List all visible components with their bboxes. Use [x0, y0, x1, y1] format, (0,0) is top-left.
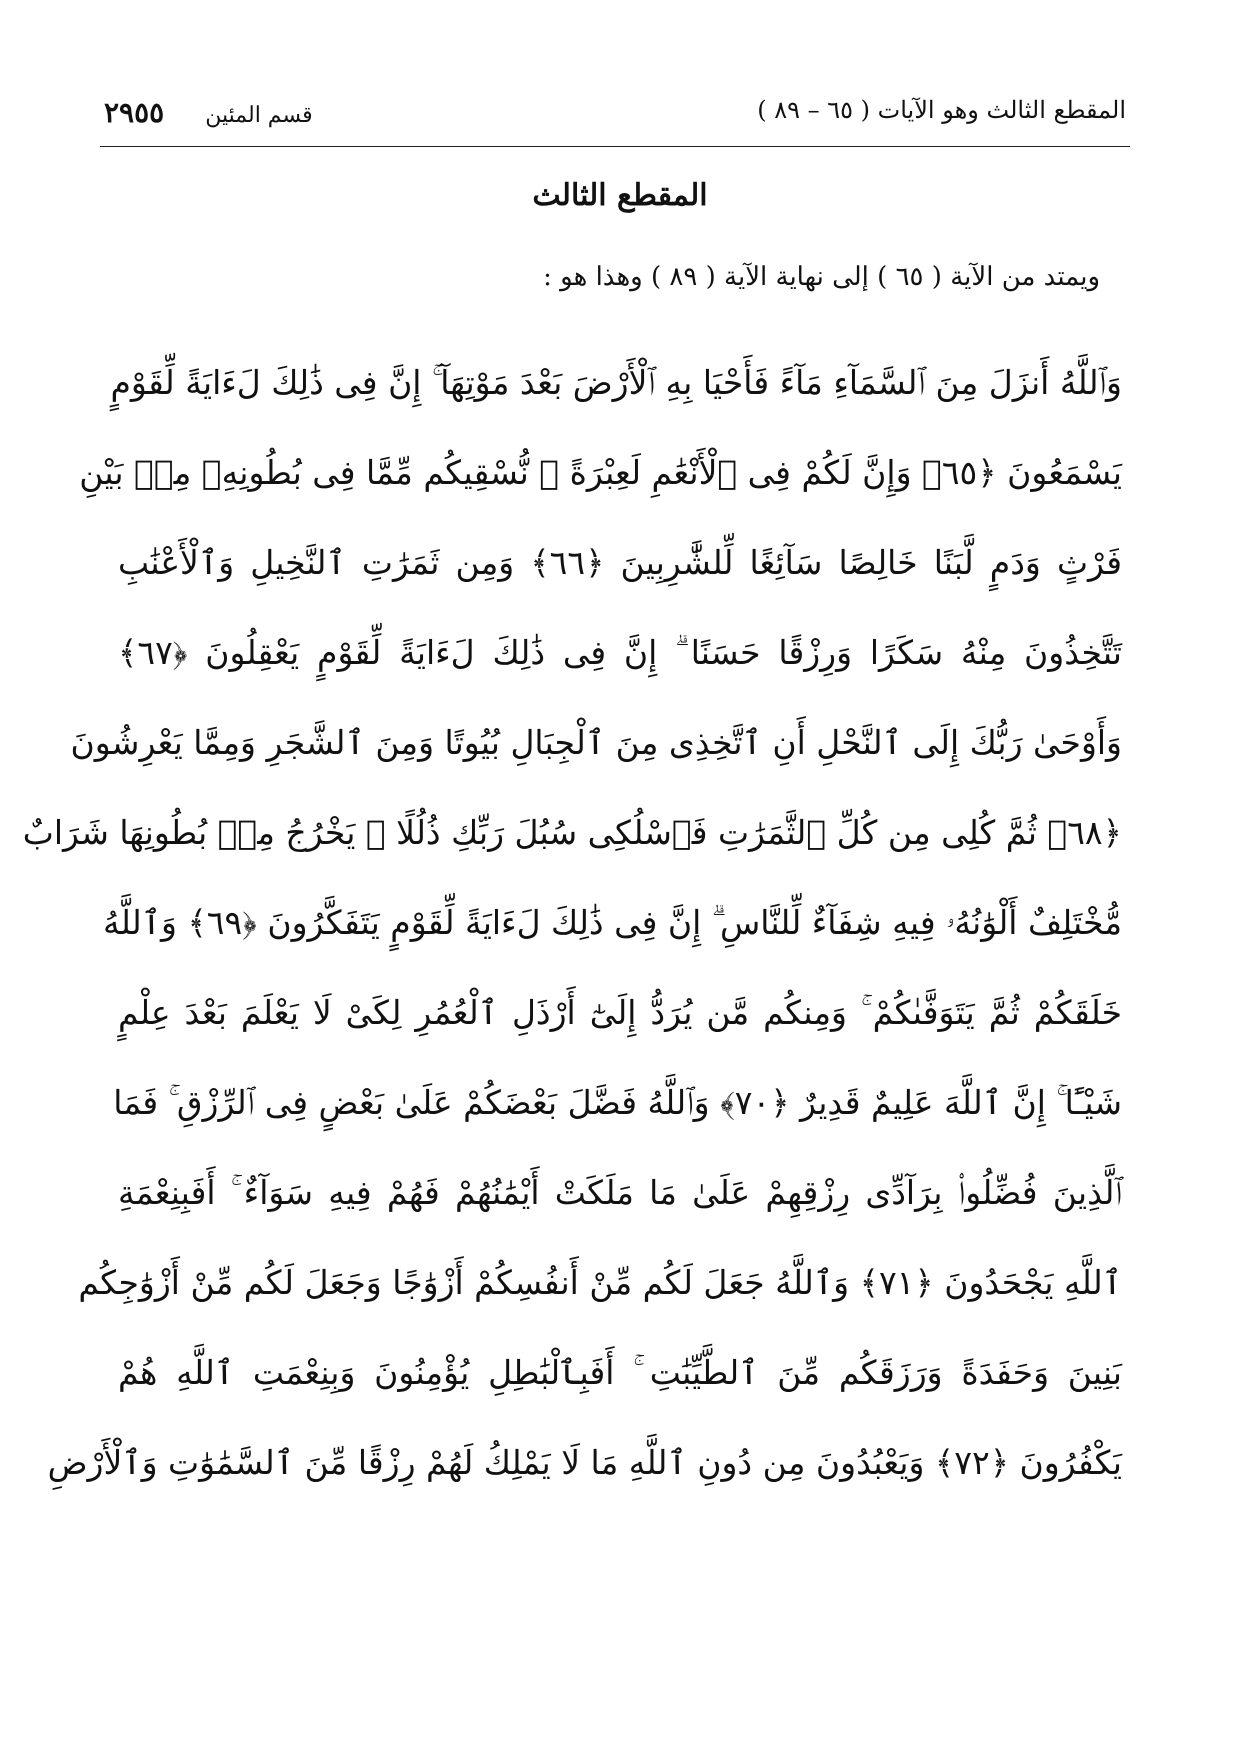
section-name: قسم المئين [205, 103, 313, 128]
verse-block [22, 350, 1122, 1520]
verse-line: وَٱللَّهُ أَنزَلَ مِنَ ٱلسَّمَآءِ مَآءً فَأَحْيَا بِهِ ٱلْأَرْضَ بَعْدَ مَوْتِهَآ ۚ إِنَّ فِى ذَٰلِكَ لَءَايَةً لِّقَوْمٍ [110, 363, 1122, 402]
running-header [104, 96, 1126, 140]
verse-line: مُّخْتَلِفٌ أَلْوَٰنُهُۥ فِيهِ شِفَآءٌ لِّلنَّاسِ ۗ إِنَّ فِى ذَٰلِكَ لَءَايَةً لِّقَوْمٍ يَتَفَكَّرُونَ ﴿٦٩﴾ وَٱللَّهُ [103, 903, 1122, 942]
verse-line: خَلَقَكُمْ ثُمَّ يَتَوَفَّىٰكُمْ ۚ وَمِنكُم مَّن يُرَدُّ إِلَىٰٓ أَرْذَلِ ٱلْعُمُرِ لِكَىْ لَا يَعْلَمَ بَعْدَ عِلْمٍ [118, 993, 1122, 1032]
verse-line: بَنِينَ وَحَفَدَةً وَرَزَقَكُم مِّنَ ٱلطَّيِّبَٰتِ ۚ أَفَبِٱلْبَٰطِلِ يُؤْمِنُونَ وَبِنِعْمَتِ ٱللَّهِ هُمْ [118, 1353, 1122, 1392]
header-divider [100, 146, 1130, 147]
verse-line: وَأَوْحَىٰ رَبُّكَ إِلَى ٱلنَّحْلِ أَنِ ٱتَّخِذِى مِنَ ٱلْجِبَالِ بُيُوتًا وَمِنَ ٱلشَّجَرِ وَمِمَّا يَعْرِشُونَ [70, 723, 1122, 762]
verse-line: يَسْمَعُونَ ﴿٦٥﴾ وَإِنَّ لَكُمْ فِى ٱلْأَنْعَٰمِ لَعِبْرَةً ۖ نُّسْقِيكُم مِّمَّا فِى بُطُونِهِۦ مِنۢ بَيْنِ [79, 453, 1122, 492]
verse-line: يَكْفُرُونَ ﴿٧٢﴾ وَيَعْبُدُونَ مِن دُونِ ٱللَّهِ مَا لَا يَمْلِكُ لَهُمْ رِزْقًا مِّنَ ٱلسَّمَٰوَٰتِ وَٱلْأَرْضِ [47, 1443, 1122, 1482]
verse-line: فَرْثٍ وَدَمٍ لَّبَنًا خَالِصًا سَآئِغًا لِّلشَّٰرِبِينَ ﴿٦٦﴾ وَمِن ثَمَرَٰتِ ٱلنَّخِيلِ وَٱلْأَعْنَٰبِ [118, 543, 1122, 582]
header-left-group [104, 96, 313, 129]
verse-line: شَيْـًٔا ۚ إِنَّ ٱللَّهَ عَلِيمٌ قَدِيرٌ ﴿٧٠﴾ وَٱللَّهُ فَضَّلَ بَعْضَكُمْ عَلَىٰ بَعْضٍ فِى ٱلرِّزْقِ ۚ فَمَا [113, 1083, 1122, 1122]
verse-line: ٱلَّذِينَ فُضِّلُوا۟ بِرَآدِّى رِزْقِهِمْ عَلَىٰ مَا مَلَكَتْ أَيْمَٰنُهُمْ فَهُمْ فِيهِ سَوَآءٌ ۚ أَفَبِنِعْمَةِ [118, 1173, 1122, 1212]
page-number: ٢٩٥٥ [104, 96, 165, 129]
intro-text: ويمتد من الآية ( ٦٥ ) إلى نهاية الآية ( ٨٩ ) وهذا هو : [543, 262, 1100, 292]
verse-line: ﴿٦٨﴾ ثُمَّ كُلِى مِن كُلِّ ٱلثَّمَرَٰتِ فَٱسْلُكِى سُبُلَ رَبِّكِ ذُلُلًا ۚ يَخْرُجُ مِنۢ بُطُونِهَا شَرَابٌ [22, 813, 1122, 852]
verse-line: تَتَّخِذُونَ مِنْهُ سَكَرًا وَرِزْقًا حَسَنًا ۗ إِنَّ فِى ذَٰلِكَ لَءَايَةً لِّقَوْمٍ يَعْقِلُونَ ﴿٦٧﴾ [118, 633, 1122, 672]
verse-line: ٱللَّهِ يَجْحَدُونَ ﴿٧١﴾ وَٱللَّهُ جَعَلَ لَكُم مِّنْ أَنفُسِكُمْ أَزْوَٰجًا وَجَعَلَ لَكُم مِّنْ أَزْوَٰجِكُم [78, 1263, 1122, 1302]
running-title: المقطع الثالث وهو الآيات ( ٦٥ – ٨٩ ) [757, 96, 1126, 124]
section-title: المقطع الثالث [532, 178, 708, 213]
